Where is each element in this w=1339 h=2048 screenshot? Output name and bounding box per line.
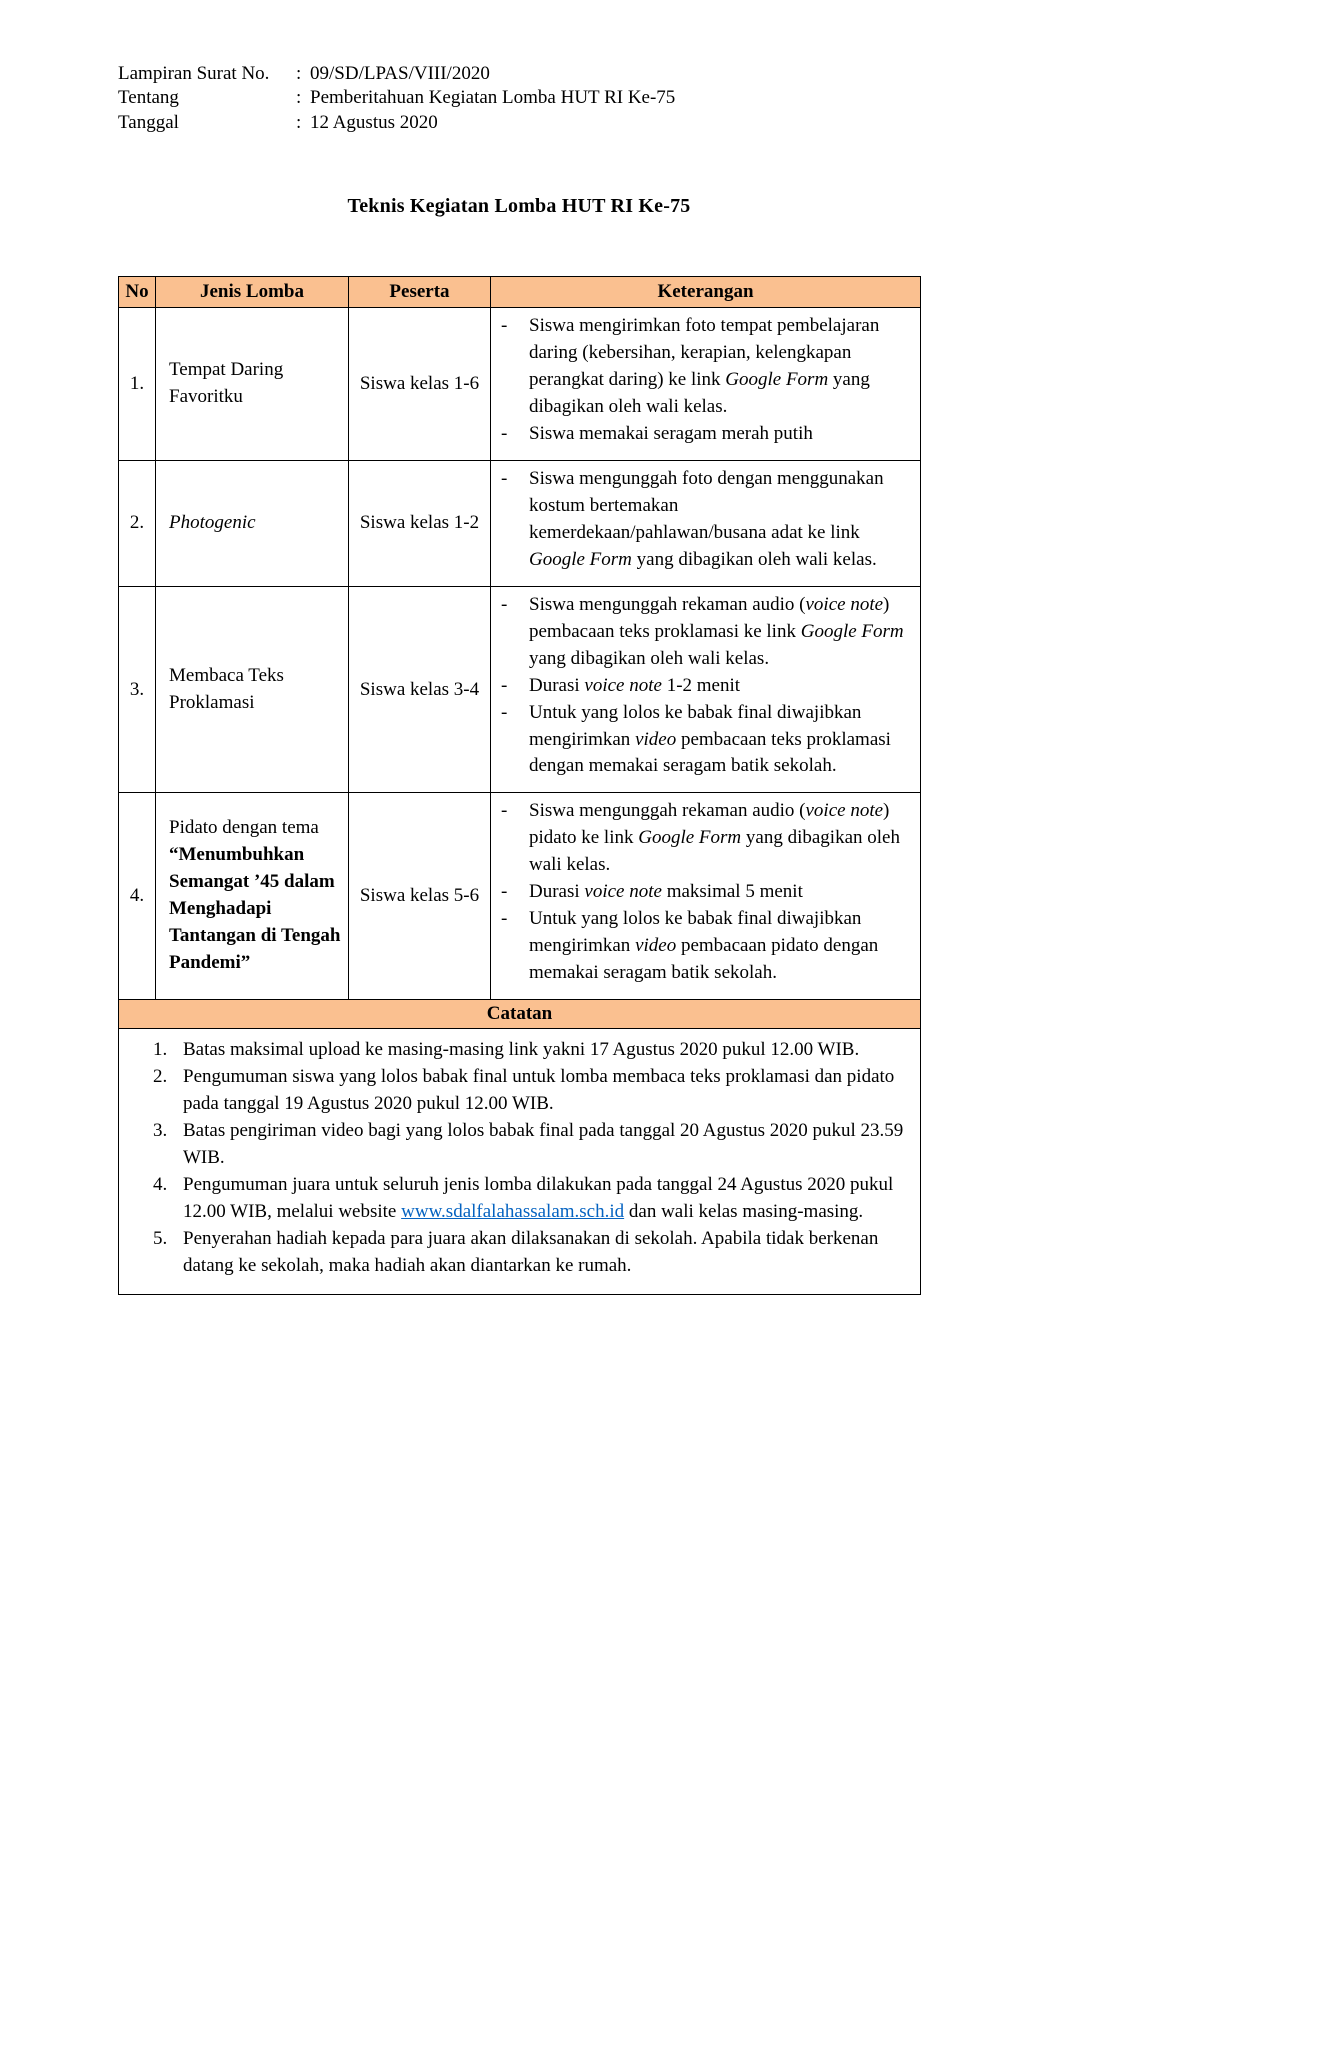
keterangan-text <box>529 313 912 421</box>
document-title: Teknis Kegiatan Lomba HUT RI Ke-75 <box>347 194 691 217</box>
text-segment: Untuk yang lolos ke babak final diwajibkan mengirimkan <box>529 908 862 957</box>
text-segment: Siswa mengunggah rekaman audio ( <box>529 800 806 822</box>
header-peserta: Peserta <box>349 276 491 307</box>
text-segment: yang dibagikan oleh wali kelas. <box>529 827 900 876</box>
cell-jenis-lomba <box>156 793 349 1000</box>
dash-marker: - <box>501 701 508 723</box>
italic-text: video <box>635 728 677 750</box>
dash-marker: - <box>501 908 508 930</box>
keterangan-item <box>501 700 912 781</box>
table-header-row <box>119 276 921 307</box>
keterangan-item <box>501 466 912 574</box>
keterangan-text <box>529 906 912 987</box>
table-row <box>119 460 921 586</box>
text-segment: Membaca Teks Proklamasi <box>169 664 284 713</box>
dash-marker: - <box>501 593 508 615</box>
keterangan-text <box>529 798 912 879</box>
note-number: 5. <box>153 1228 168 1249</box>
keterangan-text <box>529 592 912 673</box>
meta-value: 09/SD/LPAS/VIII/2020 <box>310 63 490 84</box>
cell-no: 4. <box>119 793 156 1000</box>
italic-text: Photogenic <box>169 511 256 533</box>
text-segment: maksimal 5 menit <box>661 881 803 903</box>
keterangan-text <box>529 466 912 574</box>
dash-marker: - <box>501 881 508 903</box>
keterangan-text <box>529 879 912 906</box>
meta-value: Pemberitahuan Kegiatan Lomba HUT RI Ke-75 <box>310 87 676 109</box>
italic-text: voice note <box>805 800 884 822</box>
cell-jenis-lomba <box>156 307 349 460</box>
cell-keterangan <box>491 793 921 1000</box>
text-segment: yang dibagikan oleh wali kelas. <box>529 368 870 417</box>
text-segment: Siswa mengunggah foto dengan menggunakan kostum bertemakan kemerdekaan/pahlawan/busana adat ke link <box>529 467 884 543</box>
italic-text: Google Form <box>800 620 904 642</box>
table-row <box>119 586 921 793</box>
cell-keterangan <box>491 460 921 586</box>
note-number: 2. <box>153 1066 168 1088</box>
dash-marker: - <box>501 422 508 444</box>
text-segment: pembacaan teks proklamasi dengan memakai seragam batik sekolah. <box>529 728 891 777</box>
lomba-table-body <box>119 307 921 999</box>
text-segment: ) pidato ke link <box>529 800 890 849</box>
header-no: No <box>119 276 156 307</box>
text-segment: yang dibagikan oleh wali kelas. <box>631 548 877 570</box>
cell-peserta: Siswa kelas 1-6 <box>349 307 491 460</box>
text-segment: 1-2 menit <box>661 674 741 696</box>
text-segment: Durasi <box>529 674 585 696</box>
keterangan-text <box>529 421 912 448</box>
meta-separator: : <box>296 63 302 84</box>
cell-jenis-lomba <box>156 586 349 793</box>
note-text <box>183 1172 912 1226</box>
italic-text: voice note <box>805 593 884 615</box>
italic-text: voice note <box>584 881 662 903</box>
letter-meta <box>118 62 920 135</box>
dash-marker: - <box>501 314 508 336</box>
italic-text: Google Form <box>725 368 829 390</box>
note-item <box>119 1172 912 1226</box>
note-text <box>183 1064 912 1118</box>
text-segment: Batas maksimal upload ke masing-masing link yakni 17 Agustus 2020 pukul 12.00 WIB. <box>183 1039 860 1061</box>
cell-peserta: Siswa kelas 5-6 <box>349 793 491 1000</box>
lomba-table <box>118 276 921 1295</box>
text-segment: ) pembacaan teks proklamasi ke link <box>529 593 890 642</box>
note-text <box>183 1118 912 1172</box>
table-row <box>119 793 921 1000</box>
cell-keterangan <box>491 307 921 460</box>
keterangan-item <box>501 673 912 700</box>
meta-label: Tentang <box>118 87 179 109</box>
text-segment: pembacaan pidato dengan memakai seragam batik sekolah. <box>529 935 879 984</box>
note-item <box>119 1226 912 1280</box>
cell-peserta: Siswa kelas 1-2 <box>349 460 491 586</box>
note-text <box>183 1226 912 1280</box>
note-item <box>119 1037 912 1064</box>
cell-keterangan <box>491 586 921 793</box>
keterangan-item <box>501 592 912 673</box>
text-segment: Durasi <box>529 881 585 903</box>
text-segment: Siswa mengirimkan foto tempat pembelajaran daring (kebersihan, kerapian, kelengkapan perangkat daring) ke link <box>529 314 880 390</box>
notes-row <box>119 1029 921 1295</box>
note-item <box>119 1064 912 1118</box>
italic-text: voice note <box>584 674 662 696</box>
notes-list <box>119 1037 912 1280</box>
cell-no: 1. <box>119 307 156 460</box>
dash-marker: - <box>501 674 508 696</box>
dash-marker: - <box>501 800 508 822</box>
keterangan-text <box>529 700 912 781</box>
meta-separator: : <box>296 87 302 109</box>
keterangan-item <box>501 798 912 879</box>
cell-no: 3. <box>119 586 156 793</box>
keterangan-item <box>501 906 912 987</box>
text-segment: Batas pengiriman video bagi yang lolos babak final pada tanggal 20 Agustus 2020 pukul 23.59 WIB. <box>183 1120 904 1169</box>
text-segment: dan wali kelas masing-masing. <box>624 1201 864 1223</box>
keterangan-item <box>501 421 912 448</box>
meta-value: 12 Agustus 2020 <box>310 111 438 133</box>
text-segment: Untuk yang lolos ke babak final diwajibkan mengirimkan <box>529 701 862 750</box>
notes-cell <box>119 1029 921 1295</box>
text-segment: yang dibagikan oleh wali kelas. <box>529 647 770 669</box>
note-number: 4. <box>153 1174 168 1196</box>
cell-peserta: Siswa kelas 3-4 <box>349 586 491 793</box>
catatan-section <box>119 1000 921 1295</box>
cell-jenis-lomba <box>156 460 349 586</box>
meta-row-tanggal <box>118 111 920 135</box>
note-item <box>119 1118 912 1172</box>
text-segment: Pengumuman siswa yang lolos babak final untuk lomba membaca teks proklamasi dan pidato pada tanggal 19 Agustus 2020 pukul 12.00 WIB. <box>183 1066 895 1115</box>
catatan-label: Catatan <box>119 1000 921 1029</box>
keterangan-item <box>501 879 912 906</box>
meta-row-tentang <box>118 86 920 110</box>
meta-label: Tanggal <box>118 111 179 133</box>
bold-text: “Menumbuhkan Semangat ’45 dalam Menghadapi Tantangan di Tengah Pandemi” <box>169 844 341 974</box>
text-segment: Siswa memakai seragam merah putih <box>529 422 813 444</box>
table-row <box>119 307 921 460</box>
text-segment: Penyerahan hadiah kepada para juara akan dilaksanakan di sekolah. Apabila tidak berkenan datang ke sekolah, maka hadiah akan diantarkan ke rumah. <box>183 1228 879 1276</box>
text-segment: Pengumuman juara untuk seluruh jenis lomba dilakukan pada tanggal 24 Agustus 2020 pukul 12.00 WIB, melalui website <box>183 1174 894 1223</box>
meta-separator: : <box>296 111 302 133</box>
text-segment: Pidato dengan tema <box>169 817 319 839</box>
keterangan-text <box>529 673 912 700</box>
note-text <box>183 1037 912 1064</box>
italic-text: video <box>635 935 677 957</box>
keterangan-item <box>501 313 912 421</box>
note-number: 3. <box>153 1120 168 1142</box>
text-segment: Siswa mengunggah rekaman audio ( <box>529 593 806 615</box>
italic-text: Google Form <box>529 548 632 570</box>
text-segment: Tempat Daring Favoritku <box>169 358 284 407</box>
italic-text: Google Form <box>638 827 742 849</box>
note-number: 1. <box>153 1039 168 1061</box>
catatan-header-row <box>119 1000 921 1029</box>
header-jenis-lomba: Jenis Lomba <box>156 276 349 307</box>
meta-row-lampiran <box>118 62 920 86</box>
website-link[interactable]: www.sdalfalahassalam.sch.id <box>401 1201 625 1223</box>
cell-no: 2. <box>119 460 156 586</box>
document-content <box>118 62 920 1295</box>
meta-label: Lampiran Surat No. <box>118 63 270 84</box>
header-keterangan: Keterangan <box>491 276 921 307</box>
dash-marker: - <box>501 467 508 489</box>
